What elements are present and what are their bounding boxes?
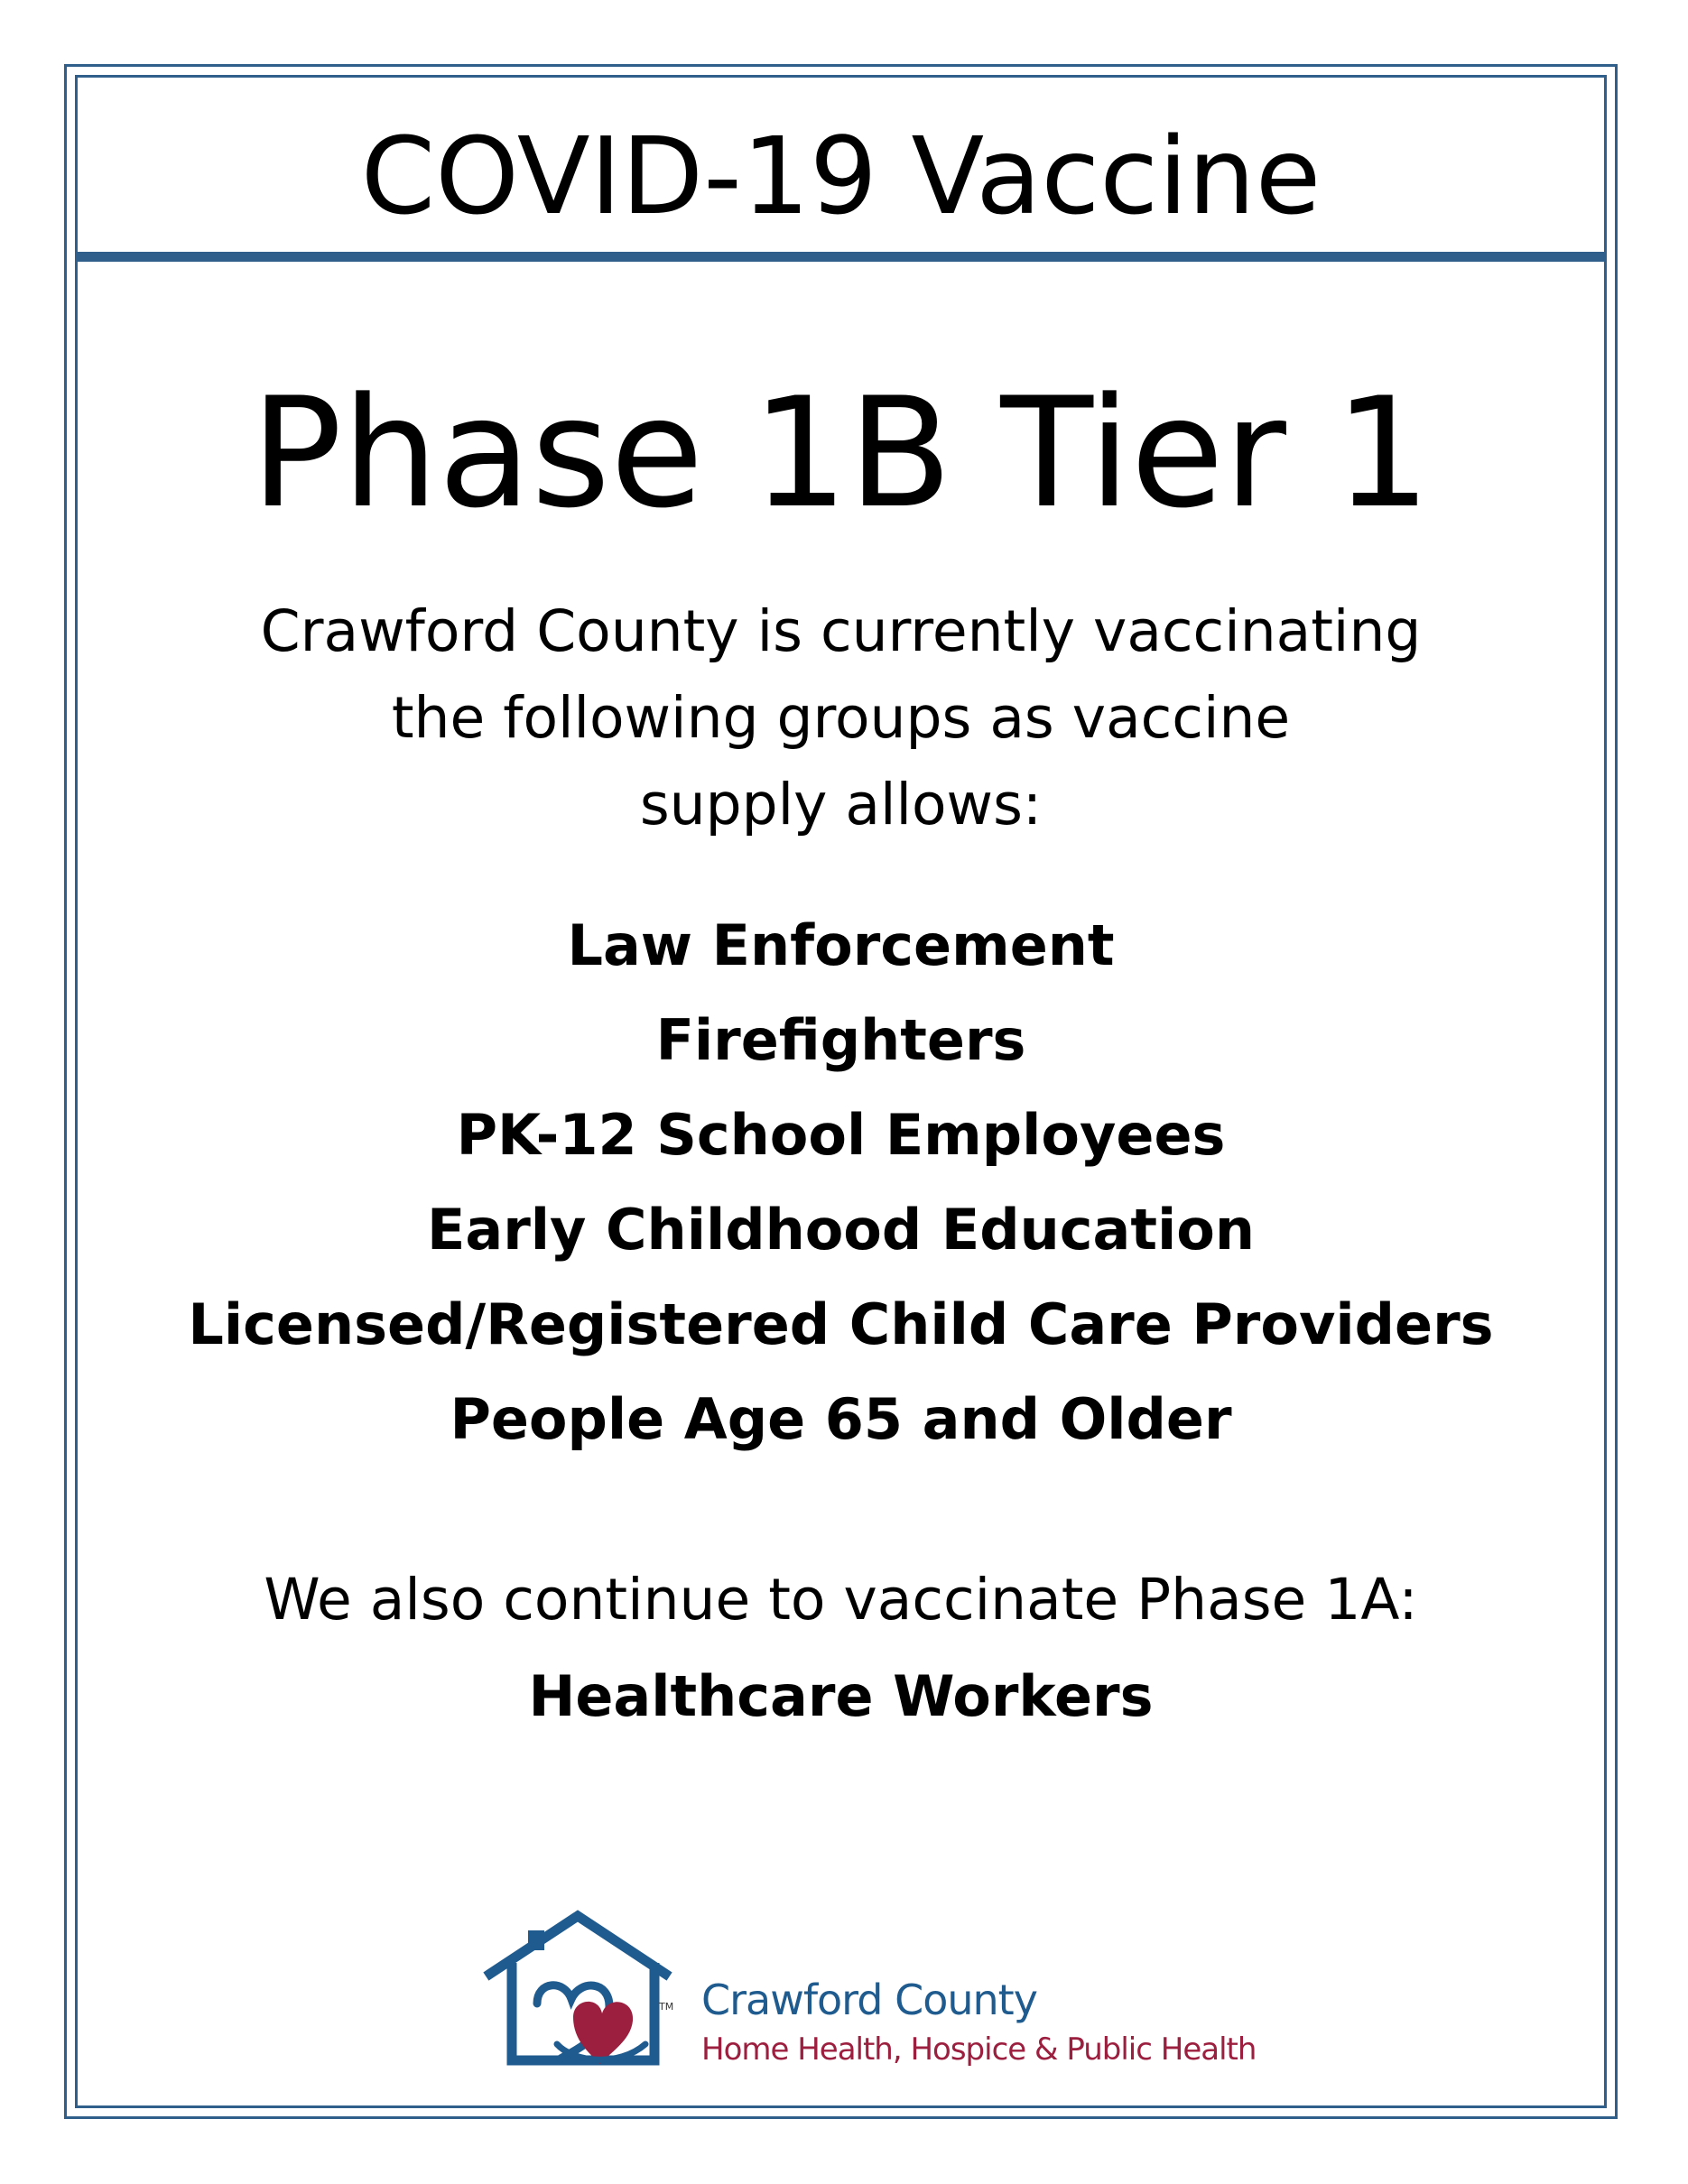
group-item-law-enforcement: Law Enforcement: [567, 912, 1115, 978]
group-item-firefighters: Firefighters: [655, 1007, 1026, 1073]
title-divider: [75, 252, 1607, 262]
intro-line-2: the following groups as vaccine: [391, 685, 1291, 751]
intro-text: [75, 588, 1607, 848]
phase-heading: Phase 1B Tier 1: [250, 365, 1432, 541]
group-item-early-childhood: Early Childhood Education: [427, 1197, 1255, 1263]
group-item-school-employees: PK-12 School Employees: [456, 1102, 1226, 1168]
also-vaccinating-text: We also continue to vaccinate Phase 1A:: [264, 1567, 1418, 1633]
house-heart-icon: [474, 1909, 695, 2080]
eligible-groups-list: [75, 898, 1607, 1467]
trademark-mark: TM: [659, 2001, 674, 2013]
page-title: COVID-19 Vaccine: [360, 114, 1322, 238]
group-item-child-care: Licensed/Registered Child Care Providers: [188, 1291, 1494, 1357]
organization-logo: [474, 1909, 1257, 2080]
also-group-healthcare: Healthcare Workers: [528, 1663, 1154, 1729]
intro-line-3: supply allows:: [639, 772, 1043, 838]
intro-line-1: Crawford County is currently vaccinating: [260, 598, 1422, 664]
group-item-age-65: People Age 65 and Older: [450, 1386, 1232, 1452]
logo-name: Crawford County: [701, 1976, 1037, 2024]
logo-tagline: Home Health, Hospice & Public Health: [701, 2031, 1257, 2068]
